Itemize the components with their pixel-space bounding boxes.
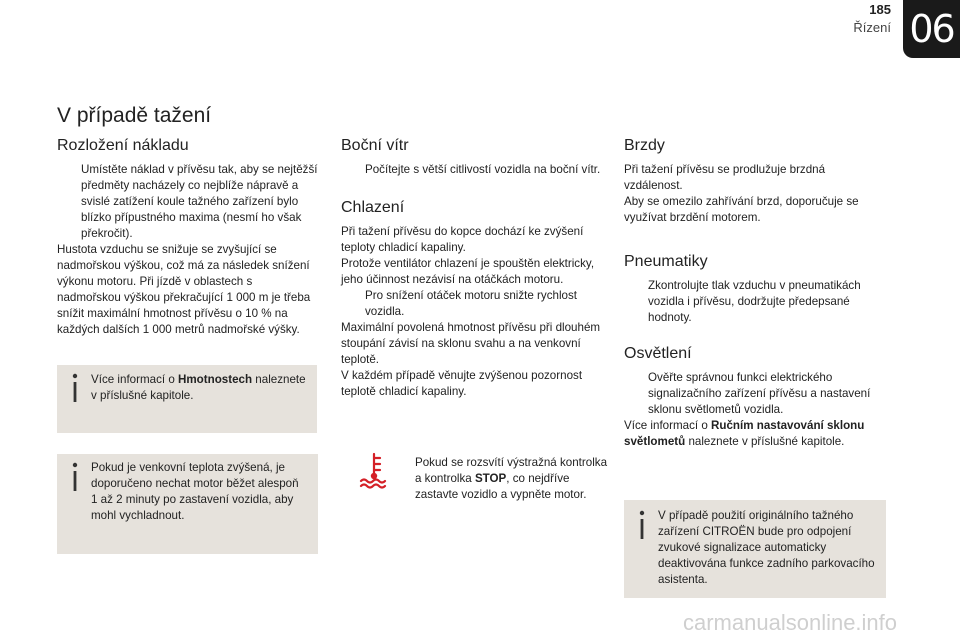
bullet-text: Pro snížení otáček motoru snižte rychlost vozidla.	[365, 289, 577, 318]
info-box-towbar	[624, 500, 886, 598]
paragraph-brakes-1: Při tažení přívěsu se prodlužuje brzdná vzdálenost.	[624, 163, 826, 192]
heading-lighting: Osvětlení	[624, 345, 692, 362]
paragraph-cooling-4: V každém případě věnujte zvýšenou pozornost teplotě chladicí kapaliny.	[341, 369, 583, 398]
info-icon	[69, 462, 81, 497]
bullet-text: Umístěte náklad v přívěsu tak, aby se nejtěžší předměty nacházely co nejblíže nápravě a svislé zatížení koule tažného zařízení bylo blízko přípustného maxima (nesmí ho však překročit).	[81, 163, 318, 240]
warning-text-post: , co nejdříve zastavte vozidlo a vypněte motor.	[415, 472, 587, 501]
info-text-pre: Více informací o	[91, 373, 178, 386]
heading-crosswind: Boční vítr	[341, 137, 409, 154]
paragraph-cooling-1: Při tažení přívěsu do kopce dochází ke zvýšení teploty chladicí kapaliny.	[341, 225, 584, 254]
heading-tyres: Pneumatiky	[624, 253, 708, 270]
column-1	[57, 138, 319, 338]
watermark: carmanualsonline.info	[683, 610, 898, 635]
page-number: 185	[869, 2, 891, 17]
heading-cooling: Chlazení	[341, 199, 405, 216]
paragraph-lighting-bold: Ručním nastavování sklonu světlometů	[624, 419, 865, 448]
heading-load-distribution: Rozložení nákladu	[57, 137, 189, 154]
info-text	[91, 372, 311, 404]
info-text-post: naleznete v příslušné kapitole.	[91, 373, 306, 402]
bullet-text: Ověřte správnou funkci elektrického signalizačního zařízení přívěsu a nastavení sklonu světlometů vozidla.	[648, 371, 871, 416]
bullet-text: Zkontrolujte tlak vzduchu v pneumatikách vozidla i přívěsu, dodržujte předepsané hodnoty.	[648, 279, 861, 324]
info-box-weights	[57, 365, 317, 433]
chapter-tab: 06	[903, 0, 960, 58]
coolant-warning-block	[341, 452, 608, 532]
list-item	[341, 162, 603, 178]
paragraph-cooling-2: Protože ventilátor chlazení je spouštěn elektricky, jeho účinnost nezávisí na otáčkách motoru.	[341, 257, 595, 286]
info-text-bold: Hmotnostech	[178, 373, 253, 386]
paragraph-brakes-2: Aby se omezilo zahřívání brzd, doporučuje se využívat brzdění motorem.	[624, 195, 859, 224]
warning-text	[415, 455, 610, 503]
page-title: V případě tažení	[57, 104, 212, 127]
paragraph-lighting-pre: Více informací o	[624, 419, 711, 432]
paragraph-lighting-post: naleznete v příslušné kapitole.	[685, 435, 845, 448]
section-name: Řízení	[853, 20, 891, 35]
list-item	[391, 455, 610, 503]
info-icon	[636, 510, 648, 545]
list-item	[624, 370, 886, 418]
paragraph-lighting	[624, 418, 886, 450]
info-icon	[69, 373, 81, 408]
column-3	[624, 138, 886, 450]
warning-text-bold: STOP	[474, 472, 507, 485]
warning-text-pre: Pokud se rozsvítí výstražná kontrolka a kontrolka	[415, 456, 608, 485]
heading-brakes: Brzdy	[624, 137, 665, 154]
list-item	[57, 162, 319, 242]
list-item	[624, 278, 886, 326]
paragraph-altitude: Hustota vzduchu se snižuje se zvyšující se nadmořskou výškou, což má za následek snížení výkonu motoru. Při jízdě v oblastech s nadmořskou výškou překračující 1 000 m je třeba snížit maximální hmotnost přívěsu o 10 % na každých dalších 1 000 metrů nadmořské výšky.	[57, 243, 311, 336]
info-box-engine-cooling	[57, 454, 318, 554]
paragraph-cooling-3: Maximální povolená hmotnost přívěsu při dlouhém stoupání závisí na sklonu svahu a na venkovní teplotě.	[341, 321, 601, 366]
info-text: Pokud je venkovní teplota zvýšená, je doporučeno nechat motor běžet alespoň 1 až 2 minuty po zastavení vozidla, aby mohl vychladnout.	[91, 461, 299, 522]
column-2	[341, 138, 603, 400]
info-text: V případě použití originálního tažného zařízení CITROËN bude pro odpojení zvukové signalizace automaticky deaktivována funkce zadního parkovacího asistenta.	[658, 509, 875, 586]
list-item	[341, 288, 603, 320]
coolant-temperature-warning-icon	[357, 450, 391, 495]
bullet-text: Počítejte s větší citlivostí vozidla na boční vítr.	[365, 163, 601, 176]
